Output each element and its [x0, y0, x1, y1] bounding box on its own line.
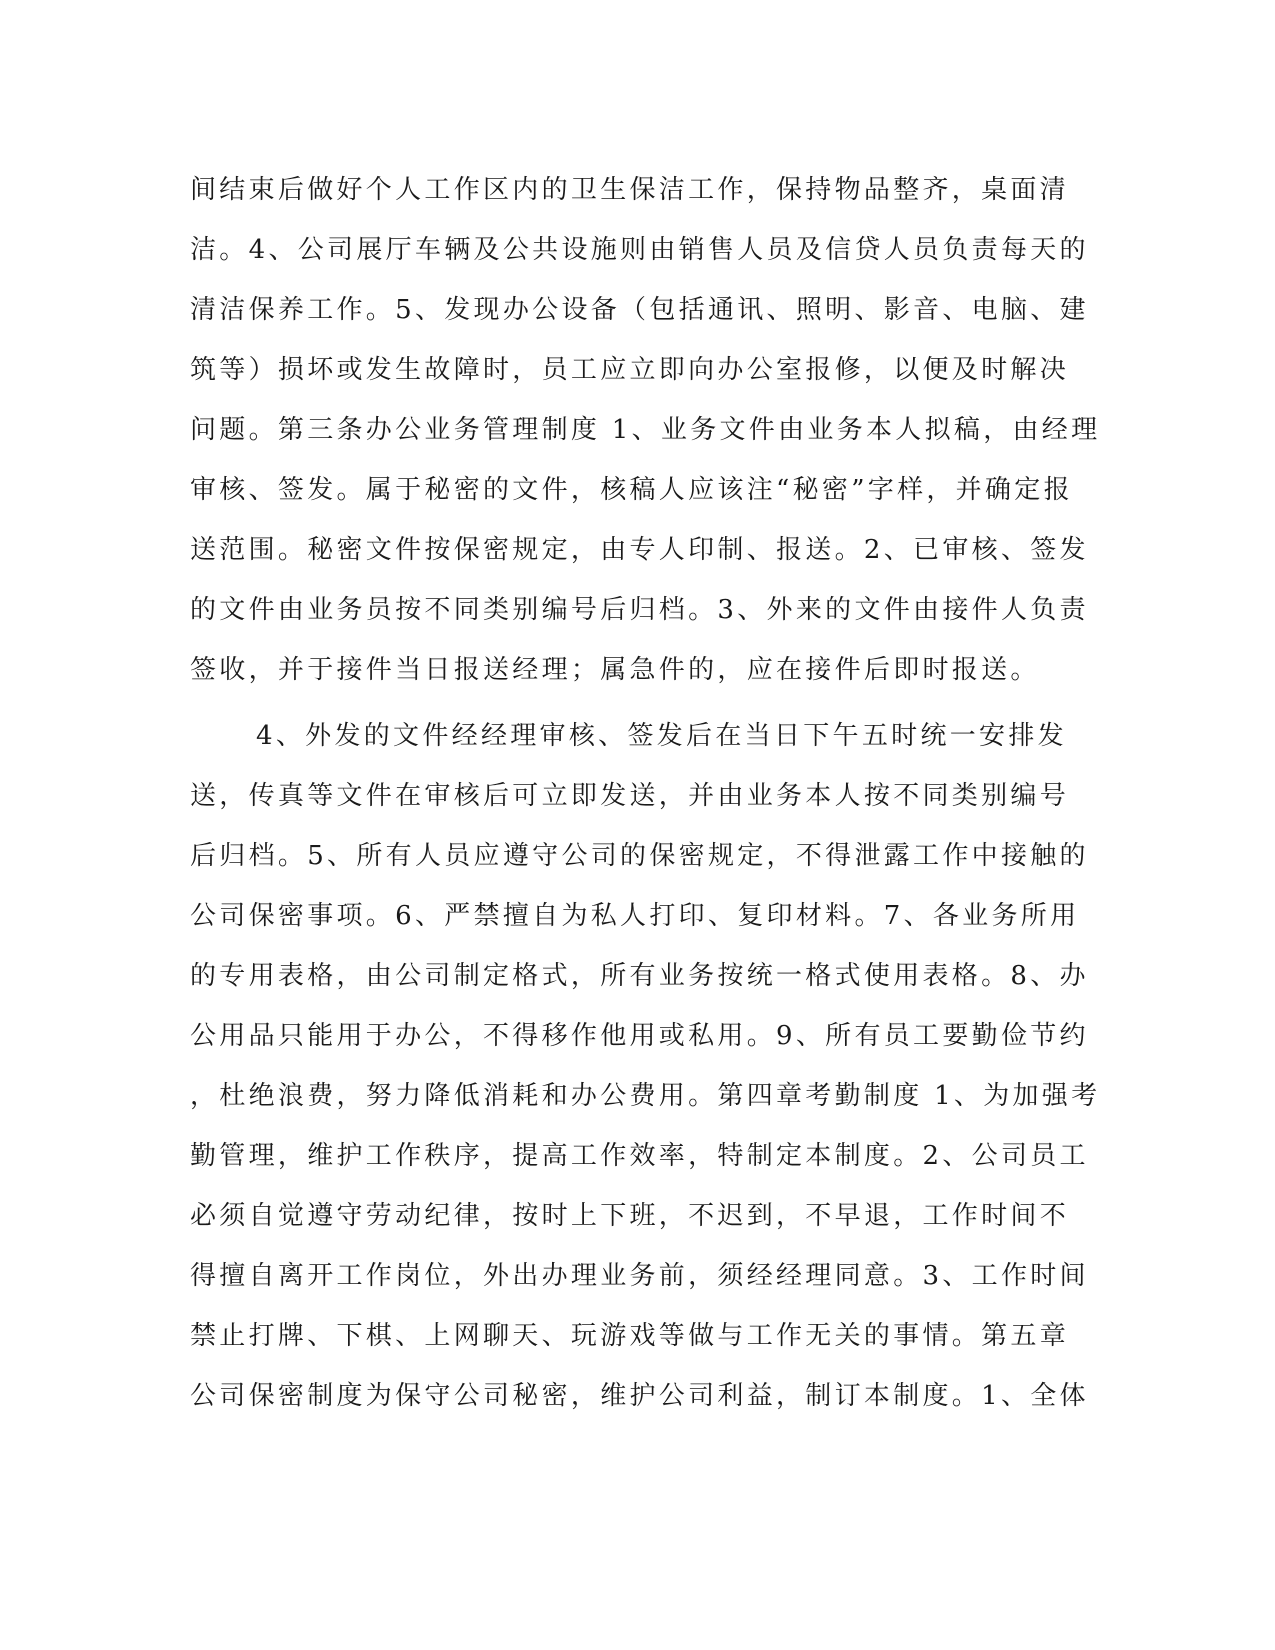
text-line: 清洁保养工作。5、发现办公设备（包括通讯、照明、影音、电脑、建 — [190, 295, 1089, 325]
text-line: 后归档。5、所有人员应遵守公司的保密规定，不得泄露工作中接触的 — [190, 841, 1089, 871]
text-line: 洁。4、公司展厅车辆及公共设施则由销售人员及信贷人员负责每天的 — [190, 235, 1089, 265]
paragraph-office-hygiene-and-business — [190, 160, 1101, 700]
text-line: 送，传真等文件在审核后可立即发送，并由业务本人按不同类别编号 — [190, 781, 1070, 811]
text-line: 送范围。秘密文件按保密规定，由专人印制、报送。2、已审核、签发 — [190, 535, 1089, 565]
text-line: 勤管理，维护工作秩序，提高工作效率，特制定本制度。2、公司员工 — [190, 1141, 1089, 1171]
text-line: 审核、签发。属于秘密的文件，核稿人应该注“秘密”字样，并确定报 — [190, 475, 1073, 505]
paragraph-documents-attendance-confidentiality — [190, 706, 1101, 1426]
text-line: 筑等）损坏或发生故障时，员工应立即向办公室报修，以便及时解决 — [190, 355, 1070, 385]
text-line: 4、外发的文件经经理审核、签发后在当日下午五时统一安排发 — [256, 721, 1067, 751]
text-line: 禁止打牌、下棋、上网聊天、玩游戏等做与工作无关的事情。第五章 — [190, 1321, 1070, 1351]
text-line: 公司保密事项。6、严禁擅自为私人打印、复印材料。7、各业务所用 — [190, 901, 1080, 931]
text-line: 公用品只能用于办公，不得移作他用或私用。9、所有员工要勤俭节约 — [190, 1021, 1089, 1051]
text-line: 必须自觉遵守劳动纪律，按时上下班，不迟到，不早退，工作时间不 — [190, 1201, 1070, 1231]
text-line: ，杜绝浪费，努力降低消耗和办公费用。第四章考勤制度 1、为加强考 — [190, 1081, 1101, 1111]
text-line: 签收，并于接件当日报送经理；属急件的，应在接件后即时报送。 — [190, 655, 1040, 685]
text-line: 间结束后做好个人工作区内的卫生保洁工作，保持物品整齐，桌面清 — [190, 175, 1070, 205]
text-line: 的文件由业务员按不同类别编号后归档。3、外来的文件由接件人负责 — [190, 595, 1089, 625]
text-line: 问题。第三条办公业务管理制度 1、业务文件由业务本人拟稿，由经理 — [190, 415, 1101, 445]
text-line: 得擅自离开工作岗位，外出办理业务前，须经经理同意。3、工作时间 — [190, 1261, 1089, 1291]
text-line: 公司保密制度为保守公司秘密，维护公司利益，制订本制度。1、全体 — [190, 1381, 1089, 1411]
text-line: 的专用表格，由公司制定格式，所有业务按统一格式使用表格。8、办 — [190, 961, 1089, 991]
